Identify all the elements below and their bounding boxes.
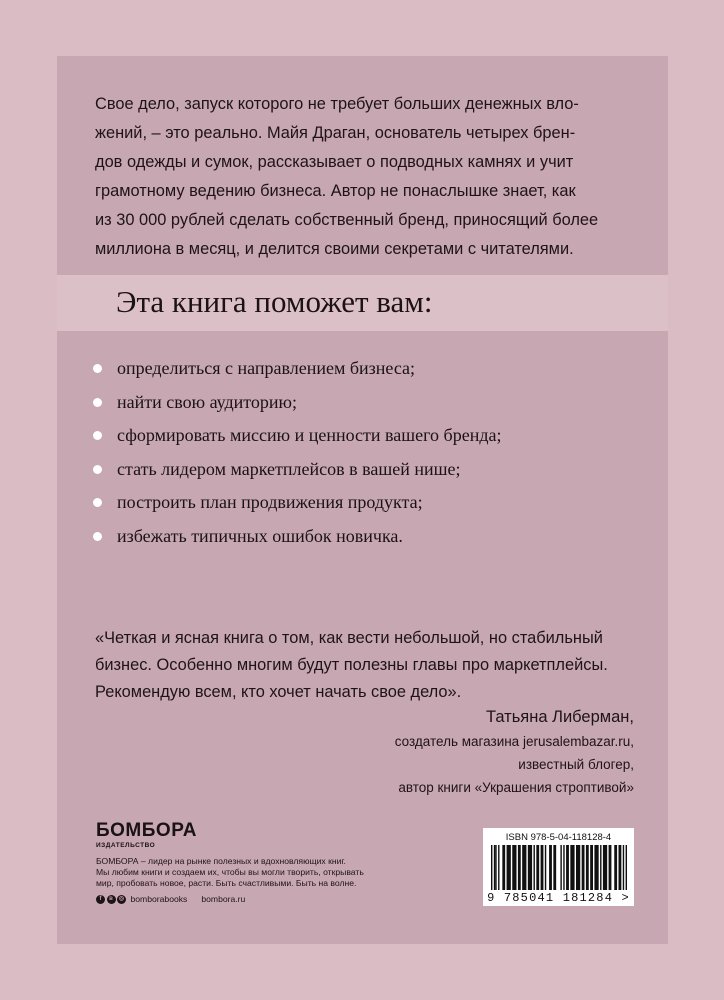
facebook-icon: f	[96, 895, 105, 904]
author-name: Татьяна Либерман,	[486, 708, 634, 726]
author-role: создатель магазина jerusalembazar.ru,	[394, 734, 634, 749]
quote-line: Рекомендую всем, кто хочет начать свое дело».	[95, 683, 462, 701]
testimonial-quote	[95, 625, 640, 706]
benefits-list	[93, 352, 502, 553]
intro-line: грамотному ведению бизнеса. Автор не понаслышке знает, как	[95, 182, 576, 200]
author-role: известный блогер,	[518, 757, 634, 772]
publisher-site: bombora.ru	[201, 894, 246, 904]
bullet-dot-icon	[93, 398, 102, 407]
isbn-label: ISBN 978-5-04-118128-4	[505, 832, 612, 843]
list-item	[93, 352, 502, 386]
list-item	[93, 520, 502, 554]
intro-line: дов одежды и сумок, рассказывает о подводных камнях и учит	[95, 153, 574, 171]
bullet-dot-icon	[93, 364, 102, 373]
quote-line: бизнес. Особенно многим будут полезны главы про маркетплейсы.	[95, 656, 608, 674]
instagram-icon: ◎	[118, 895, 125, 902]
publisher-description	[96, 856, 396, 889]
social-handle: bomborabooks	[130, 894, 188, 904]
list-item	[93, 486, 502, 520]
publisher-description-line: Мы любим книги и создаем их, чтобы вы могли творить, открывать	[96, 867, 364, 877]
isbn-barcode-box	[483, 828, 634, 906]
publisher-description-line: БОМБОРА – лидер на рынке полезных и вдохновляющих книг.	[96, 856, 346, 866]
publisher-description-line: мир, пробовать новое, расти. Быть счастливыми. Быть на волне.	[96, 878, 357, 888]
intro-paragraph	[95, 90, 630, 264]
list-item-text: избежать типичных ошибок новичка.	[117, 525, 403, 546]
author-role: автор книги «Украшения строптивой»	[398, 780, 634, 795]
list-item	[93, 386, 502, 420]
bullet-dot-icon	[93, 532, 102, 541]
section-heading: Эта книга поможет вам:	[116, 284, 433, 319]
bullet-dot-icon	[93, 498, 102, 507]
publisher-social	[96, 894, 245, 904]
intro-line: из 30 000 рублей сделать собственный бренд, приносящий более	[95, 211, 599, 229]
list-item-text: стать лидером маркетплейсов в вашей нише;	[117, 458, 461, 479]
barcode-icon	[491, 845, 627, 890]
list-item-text: найти свою аудиторию;	[117, 391, 298, 412]
intro-line: жений, – это реально. Майя Драган, основатель четырех брен-	[95, 124, 576, 142]
list-item-text: определиться с направлением бизнеса;	[117, 358, 416, 379]
quote-line: «Четкая и ясная книга о том, как вести небольшой, но стабильный	[95, 629, 603, 647]
list-item-text: построить план продвижения продукта;	[117, 492, 423, 513]
ean-number: 9 785041 181284 >	[487, 891, 630, 905]
publisher-logo-subtitle: ИЗДАТЕЛЬСТВО	[96, 842, 156, 849]
list-item	[93, 453, 502, 487]
publisher-logo	[96, 820, 197, 850]
publisher-logo-text: БОМБОРА	[96, 820, 197, 841]
list-item	[93, 419, 502, 453]
list-item-text: сформировать миссию и ценности вашего бренда;	[117, 425, 502, 446]
vk-icon: в	[107, 895, 116, 904]
bullet-dot-icon	[93, 431, 102, 440]
intro-line: Свое дело, запуск которого не требует больших денежных вло-	[95, 95, 579, 113]
intro-line: миллиона в месяц, и делится своими секретами с читателями.	[95, 240, 574, 258]
testimonial-author	[395, 704, 634, 799]
bullet-dot-icon	[93, 465, 102, 474]
